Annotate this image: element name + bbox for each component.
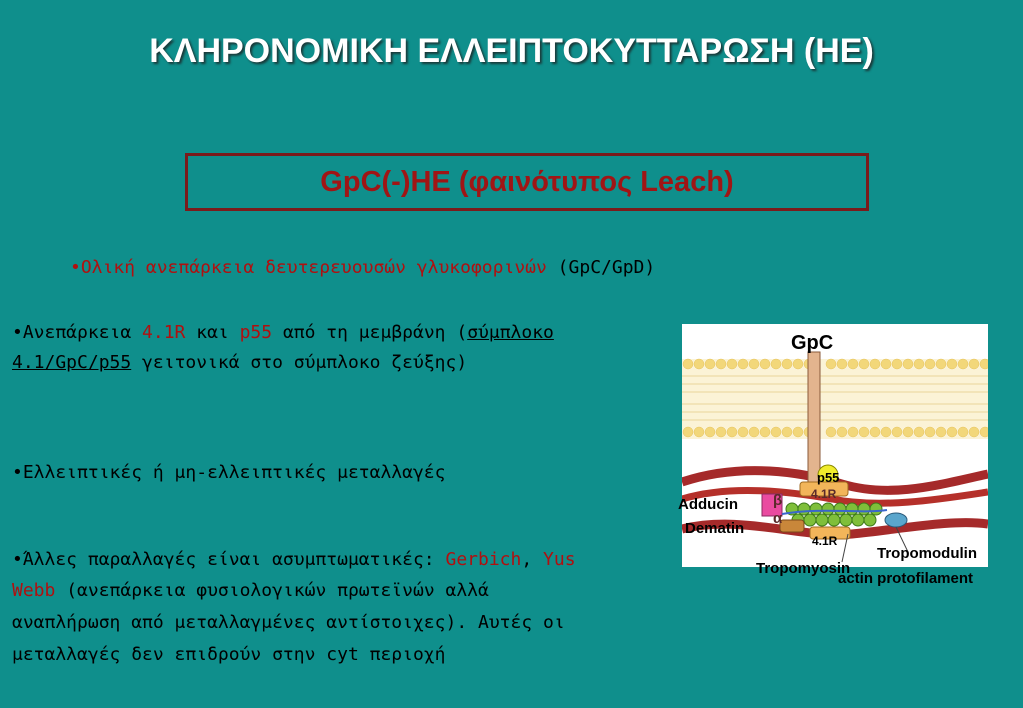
page-title: ΚΛΗΡΟΝΟΜΙΚΗ ΕΛΛΕΙΠΤΟΚΥΤΤΑΡΩΣΗ (HE) <box>149 32 874 70</box>
complex-word: σύμπλοκο <box>467 322 554 343</box>
label-actin-protofilament: actin protofilament <box>838 570 974 587</box>
text: (ανεπάρκεια φυσιολογικών πρωτεϊνών αλλά <box>55 580 489 601</box>
protein-41r: 4.1R <box>142 322 186 343</box>
bullet-deficiency-line2 <box>12 352 467 373</box>
variant-webb: Webb <box>12 580 56 601</box>
bullet-variants-line2 <box>12 580 489 601</box>
tropomodulin-protein <box>885 513 907 527</box>
lipid-bilayer <box>682 359 988 439</box>
complex-name: 4.1/GpC/p55 <box>12 352 132 373</box>
bullet-variants-line3: αναπλήρωση από μεταλλαγμένες αντίστοιχες). Αυτές οι <box>12 612 565 633</box>
protein-p55: p55 <box>239 322 273 343</box>
subtitle: GpC(-)HE (φαινότυπος Leach) <box>320 165 734 198</box>
bullet-variants-line1 <box>12 549 576 570</box>
label-dematin: Dematin <box>685 520 745 537</box>
subtitle-box <box>185 153 869 211</box>
label-tropomyosin: Tropomyosin <box>756 560 851 577</box>
bullet-mutations: •Ελλειπτικές ή μη-ελλειπτικές μεταλλαγές <box>12 462 446 483</box>
text: •Άλλες παραλλαγές είναι ασυμπτωματικές: <box>12 549 446 570</box>
dematin-protein <box>780 520 804 532</box>
label-p55: p55 <box>817 470 840 485</box>
variant-gerbich: Gerbich <box>445 549 522 570</box>
label-alpha: α <box>773 510 783 527</box>
label-gpc: GpC <box>791 332 834 354</box>
text: •Ανεπάρκεια <box>12 322 143 343</box>
bullet-deficiency-line1 <box>12 322 554 343</box>
text: , <box>521 549 544 570</box>
text: γειτονικά στο σύμπλοκο ζεύξης) <box>131 352 468 373</box>
text: από τη μεμβράνη ( <box>272 322 468 343</box>
bullet-variants-line4: μεταλλαγές δεν επιδρούν στην cyt περιοχή <box>12 644 446 665</box>
label-41r-bottom: 4.1R <box>812 534 838 548</box>
label-tropomodulin: Tropomodulin <box>877 545 977 562</box>
bullet-marker: • <box>70 257 81 278</box>
label-41r-top: 4.1R <box>811 487 837 501</box>
bullet-1-rest: (GpC/GpD) <box>546 257 656 278</box>
text: και <box>185 322 240 343</box>
bullet-1-red: Ολική ανεπάρκεια δευτερευουσών γλυκοφορινών <box>80 257 547 278</box>
gpc-protein <box>808 352 820 487</box>
bullet-total-deficiency <box>70 257 655 278</box>
label-adducin: Adducin <box>678 496 738 513</box>
variant-yus: Yus <box>543 549 576 570</box>
label-beta: β <box>773 492 783 509</box>
